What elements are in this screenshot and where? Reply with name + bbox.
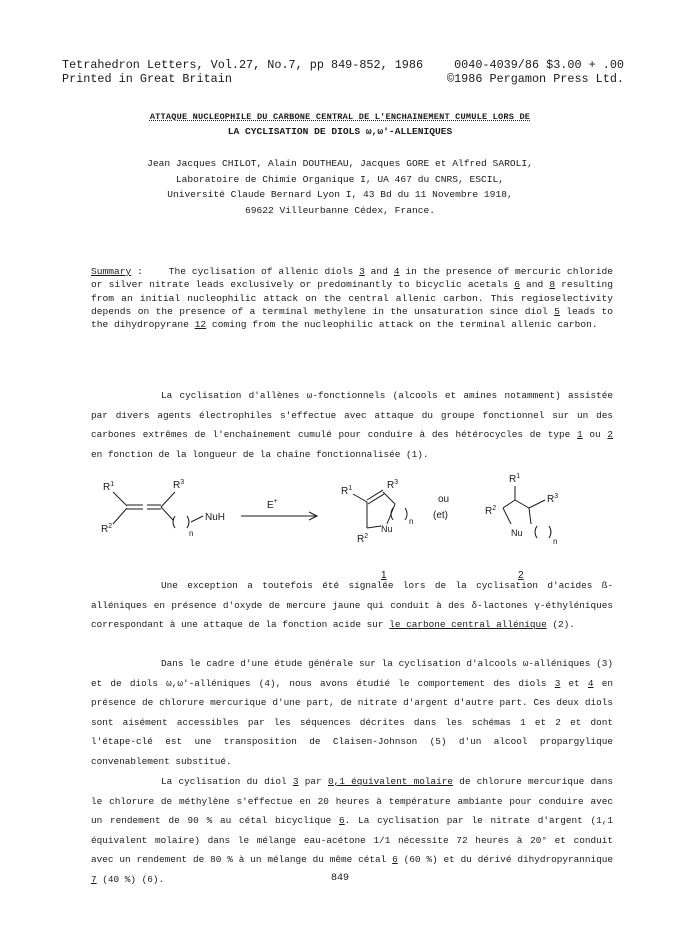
body-paragraph-2: Une exception a toutefois été signalée lors de la cyclisation d'acides ß-alléniques en présence d'oxyde de mercure jaune qui conduit à des δ-lactones γ-éthyléniques correspondant à une attaque de la fonction acide sur le carbone central allénique (2). xyxy=(91,580,613,631)
compound-ref: 5 xyxy=(554,305,560,317)
product1-chain-n: n xyxy=(409,517,414,526)
bond xyxy=(503,500,515,508)
chain-bracket xyxy=(173,516,175,528)
compound-label-1: 1 xyxy=(381,570,387,581)
author-city: 69622 Villeurbanne Cédex, France. xyxy=(245,204,435,216)
author-block xyxy=(0,156,680,218)
compound-ref: 8 xyxy=(549,279,556,291)
product1-r2: $R^2$ xyxy=(357,533,369,545)
underlined-phrase: le carbone central allénique xyxy=(389,619,547,631)
bond xyxy=(353,494,367,502)
compound-ref: 4 xyxy=(393,266,400,277)
compound-ref: 6 xyxy=(392,854,398,866)
product2-r3: $R^3$ xyxy=(547,493,559,505)
product1-r3: $R^3$ xyxy=(387,479,399,491)
reaction-scheme-drawing xyxy=(91,472,613,582)
author-names: Jean Jacques CHILOT, Alain DOUTHEAU, Jacques GORE et Alfred SAROLI, xyxy=(147,158,533,169)
product1-nu: Nu xyxy=(381,524,393,534)
author-university: Université Claude Bernard Lyon I, 43 Bd du 11 Novembre 1918, xyxy=(167,189,513,201)
copyright: ©1986 Pergamon Press Ltd. xyxy=(447,72,624,86)
author-lab: Laboratoire de Chimie Organique I, UA 467 du CNRS, ESCIL, xyxy=(175,173,505,185)
issn-price: 0040-4039/86 $3.00 + .00 xyxy=(454,58,624,72)
paper-title-line1: ATTAQUE NUCLEOPHILE DU CARBONE CENTRAL DE L'ENCHAINEMENT CUMULE LORS DE xyxy=(149,112,531,122)
body-paragraph-4: La cyclisation du diol 3 par 0,1 équivalent molaire de chlorure mercurique dans le chlorure de méthylène s'effectue en 20 heures à température ambiante pour conduire avec un rendement de 90 % au cétal bicyclique 6. La cyclisation par le nitrate d'argent (1,1 équivalent molaire) dans le mélange eau-acétone 1/1 nécessite 72 heures à 20° et conduit avec un rendement de 80 % à un mélange du même cétal 6 (60 %) et du dérivé dihydropyrannique 7 (40 %) (6). xyxy=(91,776,613,885)
product2-r2: $R^2$ xyxy=(485,505,497,517)
abstract: Summary : The cyclisation of allenic diols 3 and 4 in the presence of mercuric chloride or silver nitrate leads exclusively or predominantly to bicyclic acetals 6 and 8 resulting from an initial nucleophilic attack on the central allenic carbon. This regioselectivity depends on the presence of a terminal methylene in the unsaturation since diol 5 leads to the dihydropyrane 12 coming from the nucleophilic attack on the terminal allenic carbon. xyxy=(91,266,613,331)
or-connector: ou xyxy=(438,494,450,505)
double-bond xyxy=(368,494,384,504)
chain-bracket xyxy=(549,526,551,538)
and-connector: (et) xyxy=(433,510,448,521)
bond xyxy=(113,508,127,524)
compound-ref: 2 xyxy=(607,429,614,441)
product1-r1: $R^1$ xyxy=(341,485,353,497)
product2-nu: Nu xyxy=(511,528,523,538)
body-paragraph-3: Dans le cadre d'une étude générale sur la cyclisation d'alcools ω-alléniques (3) et de diols ω,ω'-alléniques (4), nous avons étudié le comportement des diols 3 et 4 en présence de chlorure mercurique d'une part, de nitrate d'argent d'autre part. Ces deux diols sont aisément accessibles par les séquences décrites dans les schémas 1 et 2 et dont l'étape-clé est une transposition de Claisen-Johnson (5) d'un alcool propargylique convenablement substitué. xyxy=(91,658,613,767)
compound-ref: 12 xyxy=(194,319,207,331)
bond xyxy=(503,508,511,524)
printed-in: Printed in Great Britain xyxy=(62,72,232,86)
substituent-r3: $R^3$ xyxy=(173,479,185,491)
bond xyxy=(529,508,531,524)
bond xyxy=(113,492,127,506)
compound-ref: 4 xyxy=(587,677,594,689)
nucleophile-nuh: NuH xyxy=(205,512,226,523)
compound-ref: 7 xyxy=(91,873,97,885)
compound-ref: 3 xyxy=(359,266,365,277)
chain-length-n: n xyxy=(189,529,194,538)
chain-bracket xyxy=(405,508,407,520)
compound-ref: 1 xyxy=(576,429,583,441)
product2-chain-n: n xyxy=(553,537,558,546)
reaction-scheme xyxy=(91,472,613,582)
summary-label: Summary xyxy=(91,266,132,277)
journal-citation: Tetrahedron Letters, Vol.27, No.7, pp 849-852, 1986 xyxy=(62,58,424,72)
substituent-r1: $R^1$ xyxy=(103,481,115,493)
compound-label-2: 2 xyxy=(518,570,524,581)
page-number: 849 xyxy=(330,873,349,884)
electrophile-reagent: E+ xyxy=(267,498,278,511)
chain-bracket xyxy=(535,526,537,538)
compound-ref: 6 xyxy=(514,279,520,291)
compound-ref: 3 xyxy=(554,677,561,689)
double-bond xyxy=(367,490,383,500)
substituent-r2: $R^2$ xyxy=(101,523,113,535)
bond xyxy=(383,492,395,504)
compound-ref: 3 xyxy=(292,776,299,787)
body-paragraph-1: La cyclisation d'allènes ω-fonctionnels (alcools et amines notamment) assistée par divers agents électrophiles s'effectue avec attaque du groupe fonctionnel sur un des carbones extrêmes de l'enchaînement cumulé pour conduire à des hétérocycles de type 1 ou 2 en fonction de la longueur de la chaîne fonctionnalisée (1). xyxy=(91,390,614,460)
bond xyxy=(367,526,381,528)
summary-separator: : xyxy=(131,266,143,277)
bond xyxy=(515,500,529,508)
paper-title-line2: LA CYCLISATION DE DIOLS ω,ω'-ALLENIQUES xyxy=(227,126,453,137)
underlined-phrase: 0,1 équivalent molaire xyxy=(327,776,453,787)
compound-ref: 6 xyxy=(339,815,345,827)
bond xyxy=(161,507,173,520)
bond xyxy=(161,492,175,507)
bond xyxy=(191,516,203,522)
product2-r1: $R^1$ xyxy=(509,473,521,485)
bond xyxy=(529,500,545,508)
chain-bracket xyxy=(187,516,189,528)
